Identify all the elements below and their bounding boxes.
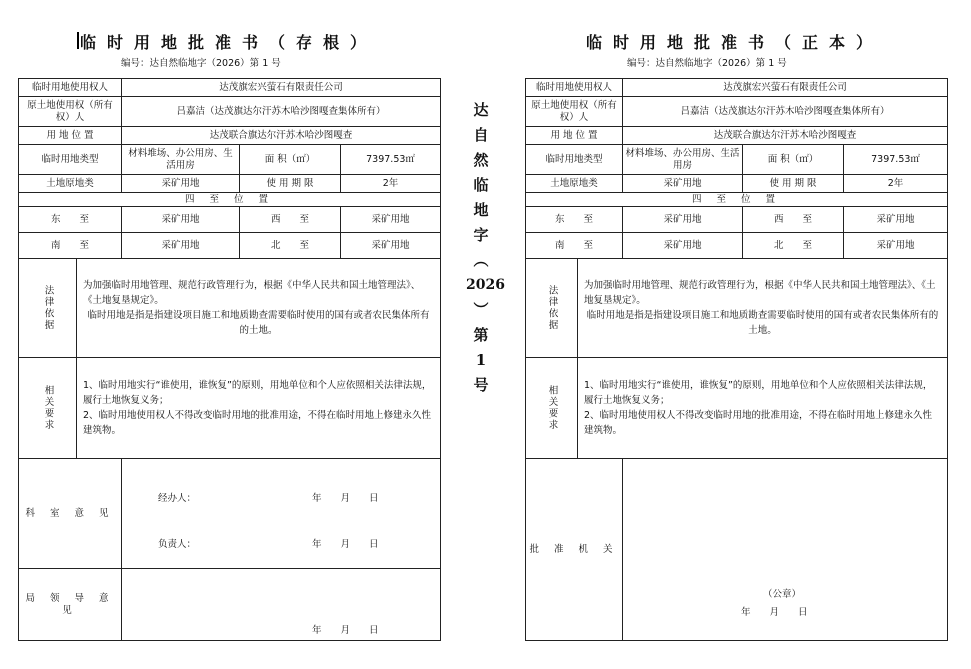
original-east-label: 东 至 [526,207,623,233]
stub-basis-text-1: 为加强临时用地管理、规范行政管理行为，根据《中华人民共和国土地管理法》、《土地复垦规定》。 [83,280,421,306]
seal-char: 字 [473,226,489,244]
original-req-text-2: 2、临时用地使用权人不得改变临时用地的批准用途，不得在临时用地上修建永久性建筑物。 [584,410,933,436]
original-west-label: 西 至 [743,207,844,233]
stub-boundary-header: 四 至 位 置 [19,193,441,207]
original-term-label: 使 用 期 限 [743,175,844,193]
stub-orig-owner-value: 吕嘉洁（达茂旗达尔汗苏木哈沙图嘎查集体所有） [122,97,441,127]
stub-user-value: 达茂旗宏兴萤石有限责任公司 [122,79,441,97]
stub-dept-opinion-cell [122,459,441,569]
original-west-value: 采矿用地 [844,207,948,233]
stub-north-value: 采矿用地 [341,233,441,259]
original-south-value: 采矿用地 [623,233,743,259]
stub-location-label: 用 地 位 置 [19,127,122,145]
original-north-label: 北 至 [743,233,844,259]
original-title: 临时用地批准书（正本） [586,33,884,52]
seal-char: 2026 [466,277,505,293]
stub-east-label: 东 至 [19,207,122,233]
stub-east-value: 采矿用地 [122,207,240,233]
stub-term-label: 使 用 期 限 [240,175,341,193]
stub-orig-owner-label: 原土地使用权（所有权）人 [19,97,122,127]
seal-char: 达 [473,101,489,119]
stub-req-text [77,358,441,459]
original-approval-label: 批 准 机 关 [526,459,623,641]
stub-basis-text [77,259,441,358]
stub-landclass-label: 土地原地类 [19,175,122,193]
stub-area-value: 7397.53㎡ [341,145,441,175]
stub-req-text-1: 1、临时用地实行“谁使用，谁恢复”的原则，用地单位和个人应依照相关法律法规，履行土地恢复义务； [83,380,432,406]
stub-seal-number-column [466,98,505,398]
original-north-value: 采矿用地 [844,233,948,259]
original-orig-owner-value: 吕嘉洁（达茂旗达尔汗苏木哈沙图嘎查集体所有） [623,97,948,127]
original-type-value: 材料堆场、办公用房、生活用房 [623,145,743,175]
original-location-label: 用 地 位 置 [526,127,623,145]
original-form-table [525,78,948,641]
seal-char: ︵ [473,251,489,269]
stub-chief-label: 负责人： [158,539,197,550]
stub-leader-label: 局 领 导 意 见 [19,569,122,641]
stub-form-table [18,78,441,641]
stub-north-label: 北 至 [240,233,341,259]
seal-char: 临 [473,176,489,194]
text-cursor [77,32,79,49]
original-landclass-label: 土地原地类 [526,175,623,193]
original-user-label: 临时用地使用权人 [526,79,623,97]
original-south-label: 南 至 [526,233,623,259]
original-basis-label: 法律依据 [546,285,558,331]
stub-req-text-2: 2、临时用地使用权人不得改变临时用地的批准用途，不得在临时用地上修建永久性建筑物。 [83,410,432,436]
stub-dept-label: 科 室 意 见 [19,459,122,569]
stub-term-value: 2年 [341,175,441,193]
original-basis-text-2: 临时用地是指是指建设项目施工和地质勘查需要临时使用的国有或者农民集体所有的土地。 [586,310,939,336]
stub-type-label: 临时用地类型 [19,145,122,175]
original-orig-owner-label: 原土地使用权（所有权）人 [526,97,623,127]
stub-title: 临时用地批准书（存根） [80,33,378,52]
original-req-text-1: 1、临时用地实行“谁使用，谁恢复”的原则，用地单位和个人应依照相关法律法规，履行土地恢复义务； [584,380,933,406]
stub-south-label: 南 至 [19,233,122,259]
stub-type-value: 材料堆场、办公用房、生活用房 [122,145,240,175]
stub-area-label: 面 积（㎡） [240,145,341,175]
original-area-value: 7397.53㎡ [844,145,948,175]
stub-number-line: 编号：达自然临地字（2026）第 1 号 [121,58,281,69]
stub-landclass-value: 采矿用地 [122,175,240,193]
seal-char: ︶ [473,301,489,319]
original-req-text [578,358,948,459]
original-approval-cell [623,459,948,641]
stub-basis-text-2: 临时用地是指是指建设项目施工和地质勘查需要临时使用的国有或者农民集体所有的土地。 [87,310,430,336]
original-seal-label: （公章） [763,589,802,600]
original-basis-text-1: 为加强临时用地管理、规范行政管理行为，根据《中华人民共和国土地管理法》、《土地复垦规定》。 [584,280,936,306]
original-req-label: 相关要求 [546,385,558,431]
stub-handler-date: 年 月 日 [312,493,379,504]
original-type-label: 临时用地类型 [526,145,623,175]
seal-char: 1 [475,351,487,369]
stub-chief-date: 年 月 日 [312,539,379,550]
original-approval-date: 年 月 日 [741,607,808,618]
original-basis-text [578,259,948,358]
stub-south-value: 采矿用地 [122,233,240,259]
seal-char: 自 [473,126,489,144]
original-landclass-value: 采矿用地 [623,175,743,193]
original-location-value: 达茂联合旗达尔汗苏木哈沙图嘎查 [623,127,948,145]
stub-leader-date: 年 月 日 [312,625,379,636]
stub-user-label: 临时用地使用权人 [19,79,122,97]
original-boundary-header: 四 至 位 置 [526,193,948,207]
seal-char: 第 [473,326,489,344]
seal-char: 号 [473,376,489,394]
stub-west-label: 西 至 [240,207,341,233]
original-user-value: 达茂旗宏兴萤石有限责任公司 [623,79,948,97]
original-number-line: 编号：达自然临地字（2026）第 1 号 [627,58,787,69]
stub-req-label: 相关要求 [42,385,54,431]
stub-leader-opinion-cell [122,569,441,641]
seal-char: 然 [473,151,489,169]
original-term-value: 2年 [844,175,948,193]
stub-west-value: 采矿用地 [341,207,441,233]
stub-basis-label: 法律依据 [42,285,54,331]
seal-char: 地 [473,201,489,219]
stub-handler-label: 经办人： [158,493,197,504]
original-area-label: 面 积（㎡） [743,145,844,175]
original-east-value: 采矿用地 [623,207,743,233]
stub-location-value: 达茂联合旗达尔汗苏木哈沙图嘎查 [122,127,441,145]
